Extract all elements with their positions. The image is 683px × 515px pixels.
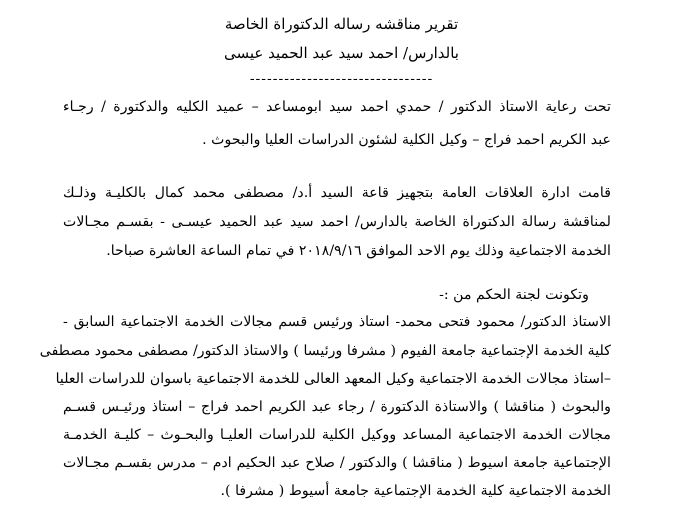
student-line: بالدارس/ احمد سيد عبد الحميد عيسى (224, 44, 459, 62)
committee-line: الخدمة الاجتماعية كلية الخدمة الإجتماعية جامعة أسيوط ( مشرفا ). (220, 483, 611, 499)
committee-line: الإجتماعية جامعة اسيوط ( مناقشا ) والدكتور / صلاح عبد الحكيم ادم – مدرس بقسـم مجـالات (63, 455, 611, 471)
committee-line: والبحوث ( مناقشا ) والاستاذة الدكتورة / رجاء عبد الكريم احمد فراج – استاذ ورئيـس قسـم (63, 399, 611, 415)
patronage-line: تحت رعاية الاستاذ الدكتور / حمدي احمد سيد ابومساعد – عميد الكليه والدكتورة / رجـاء (63, 99, 611, 115)
arrangement-line: لمناقشة رسالة الدكتوراة الخاصة بالدارس/ احمد سيد عبد الحميد عيسـى - بقسـم مجـالات (63, 214, 611, 230)
committee-line: كلية الخدمة الإجتماعية جامعة الفيوم ( مشرفا ورئيسا ) والاستاذ الدكتور/ مصطفى محمود مصطفى (39, 343, 611, 359)
arrangement-line: قامت ادارة العلاقات العامة بتجهيز قاعة السيد أ.د/ مصطفى محمد كمال بالكليـة وذلـك (63, 185, 611, 201)
divider: -------------------------------- (249, 71, 434, 87)
arrangement-line: الخدمة الاجتماعية وذلك يوم الاحد الموافق ٢٠١٨/٩/١٦ في تمام الساعة العاشرة صباحا. (106, 243, 611, 259)
patronage-line: عبد الكريم احمد فراج – وكيل الكلية لشئون الدراسات العليا والبحوث . (202, 132, 611, 148)
report-title: تقرير مناقشه رساله الدكتوراة الخاصة (224, 15, 459, 33)
committee-line: مجالات الخدمة الاجتماعية المساعد ووكيل الكلية للدراسات العليـا والبحـوث – كليـة الخدمـة (63, 427, 611, 443)
committee-heading: وتكونت لجنة الحكم من :- (439, 287, 589, 303)
committee-line: الاستاذ الدكتور/ محمود فتحى محمد- استاذ ورئيس قسم مجالات الخدمة الاجتماعية السابق - (63, 314, 611, 330)
committee-line: –استاذ مجالات الخدمة الاجتماعية وكيل المعهد العالى للخدمة الاجتماعية باسوان للدراسات العليا (55, 371, 611, 387)
